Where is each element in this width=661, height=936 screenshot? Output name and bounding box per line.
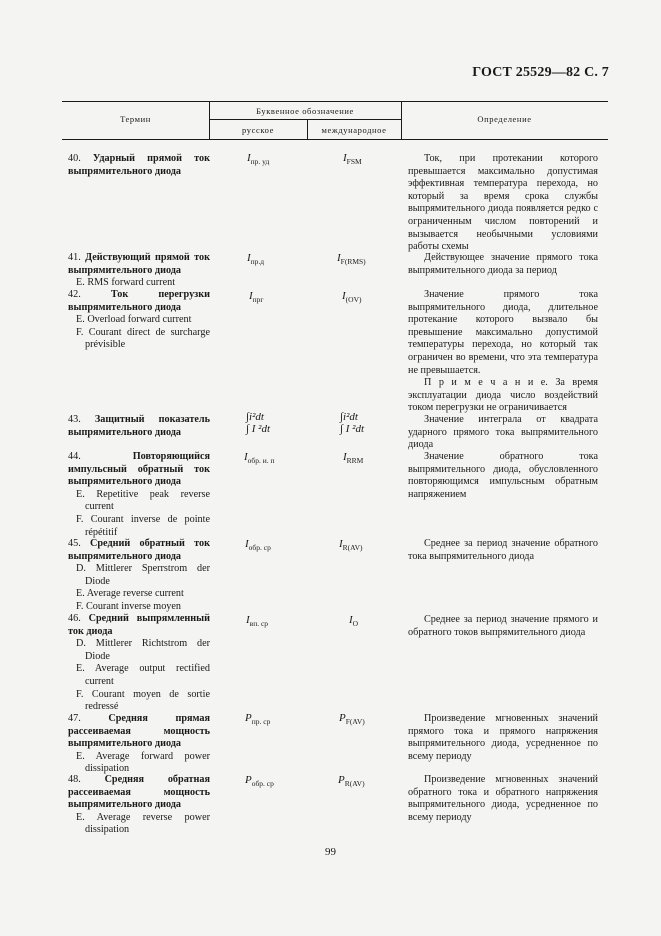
term-number: 41. [68, 252, 81, 263]
term-name: Защитный показатель выпрямительного диода [68, 414, 211, 438]
term-name: Ток перегрузки выпрямительного диода [68, 289, 211, 313]
definition-45: Среднее за период значение обратного тока выпрямительного диода [408, 538, 598, 562]
term-47 [68, 713, 210, 776]
term-alt-french: F. Courant moyen de sortie redressé [76, 688, 210, 713]
term-alt-english: E. Average reverse power dissipation [76, 811, 210, 836]
table-top-rule [62, 101, 608, 102]
definition-46: Среднее за период значение прямого и обратного токов выпрямительного диода [408, 614, 598, 638]
term-name: Средний выпрямленный ток диода [68, 613, 210, 637]
term-number: 48. [68, 774, 81, 785]
header-bottom-rule [62, 139, 608, 140]
symbol-int-47: $P_{F(AV)}$ [339, 712, 365, 726]
term-41 [68, 252, 210, 290]
subheader-rule [209, 119, 401, 120]
definition-48: Произведение мгновенных значений обратного тока и обратного напряжения выпрямительного диода, усредненное по всему периоду [408, 774, 598, 823]
term-alt-french: F. Courant direct de surcharge prévisible [76, 326, 210, 351]
definition-41: Действующее значение прямого тока выпрямительного диода за период [408, 252, 598, 276]
term-alt-english: E. Average forward power dissipation [76, 750, 210, 775]
symbol-ru-40: $I_{пр. уд}$ [247, 152, 270, 166]
term-alt-french: F. Courant inverse de pointe répétitif [76, 513, 210, 538]
term-44 [68, 451, 210, 539]
term-alt-english: E. Average output rectified current [76, 663, 210, 687]
symbol-int-48: $P_{R(AV)}$ [338, 774, 365, 788]
term-alt-german: D. Mittlerer Sperrstrom der Diode [76, 563, 210, 587]
term-name: Повторяющийся импульсный обратный ток выпрямительного диода [68, 451, 210, 488]
th-international: международное [321, 125, 387, 135]
term-45 [68, 538, 210, 614]
symbol-ru-45: $I_{обр. ср}$ [245, 538, 271, 552]
term-alt-german: D. Mittlerer Richtstrom der Diode [76, 638, 210, 662]
term-alt-english: E. Overload forward current [76, 314, 192, 326]
symbol-int-43: ∫i²dt ∫ I ²dt [340, 411, 365, 435]
symbol-int-40: $I_{FSM}$ [343, 152, 362, 166]
th-letter: Буквенное обозначение [256, 106, 354, 116]
term-name: Средняя прямая рассеиваемая мощность выпрямительного диода [68, 713, 210, 750]
term-number: 44. [68, 451, 81, 462]
definition-44: Значение обратного тока выпрямительного диода, обусловленного повторяющимся импульсным обратным напряжением [408, 451, 598, 500]
term-42 [68, 289, 210, 352]
term-name: Средняя обратная рассеиваемая мощность выпрямительного диода [68, 774, 211, 811]
term-46 [68, 613, 210, 714]
term-alt-english: E. Average reverse current [76, 588, 184, 600]
term-number: 43. [68, 414, 81, 425]
symbol-ru-46: $I_{вп. ср}$ [246, 614, 269, 628]
term-alt-english: E. Repetitive peak reverse current [76, 488, 210, 513]
symbol-ru-47: $P_{пр. ср}$ [245, 712, 271, 726]
symbol-int-41: $I_{F(RMS)}$ [337, 252, 366, 266]
term-number: 42. [68, 289, 81, 300]
page-number: 99 [325, 846, 336, 858]
th-term: Термин [120, 114, 151, 124]
term-name: Ударный прямой ток выпрямительного диода [68, 153, 210, 177]
symbol-ru-44: $I_{обр. и. п}$ [244, 451, 275, 465]
symbol-int-42: $I_{(OV)}$ [342, 290, 362, 304]
term-40 [68, 153, 210, 178]
th-russian: русское [242, 125, 274, 135]
term-name: Действующий прямой ток выпрямительного диода [68, 252, 211, 276]
term-number: 47. [68, 713, 81, 724]
symbol-ru-42: $I_{прг}$ [249, 290, 264, 304]
term-alt-french: F. Courant inverse moyen [76, 600, 182, 612]
term-48 [68, 774, 210, 837]
term-name: Средний обратный ток выпрямительного диода [68, 538, 211, 562]
symbol-int-45: $I_{R(AV)}$ [339, 538, 363, 552]
term-43 [68, 414, 210, 439]
definition-40: Ток, при протекании которого превышается максимально допустимая эффективная температура перехода, но который за время срока службы выпрямительного диода появляется редко с ограниченным числом повторений и вызывается необычными условиями работы схемы [408, 153, 598, 253]
term-number: 40. [68, 153, 81, 164]
symbol-ru-48: $P_{обр. ср}$ [245, 774, 274, 788]
definition-47: Произведение мгновенных значений прямого тока и прямого напряжения выпрямительного диода, усредненное по всему периоду [408, 713, 598, 762]
standard-header: ГОСТ 25529—82 С. 7 [472, 65, 609, 80]
th-definition: Определение [477, 114, 532, 124]
definition-42: Значение прямого тока выпрямительного диода, длительное протекание которого вызвало бы превышение максимально допустимой температуры перехода, но который так ограничен во времени, что эта температура не превышается. П р и м е ч а н и е. За время эксплуатации диода число воздействий током перегрузки не ограничивается [408, 289, 598, 414]
symbol-int-44: $I_{RRM}$ [343, 451, 364, 465]
symbol-int-46: $I_O$ [349, 614, 359, 628]
symbol-ru-43: ∫i²dt ∫ I ²dt [246, 411, 271, 435]
term-number: 46. [68, 613, 81, 624]
symbol-ru-41: $I_{пр.д}$ [247, 252, 265, 266]
term-number: 45. [68, 538, 81, 549]
definition-43: Значение интеграла от квадрата ударного прямого тока выпрямительного диода [408, 414, 598, 451]
term-alt-english: E. RMS forward current [76, 277, 176, 289]
